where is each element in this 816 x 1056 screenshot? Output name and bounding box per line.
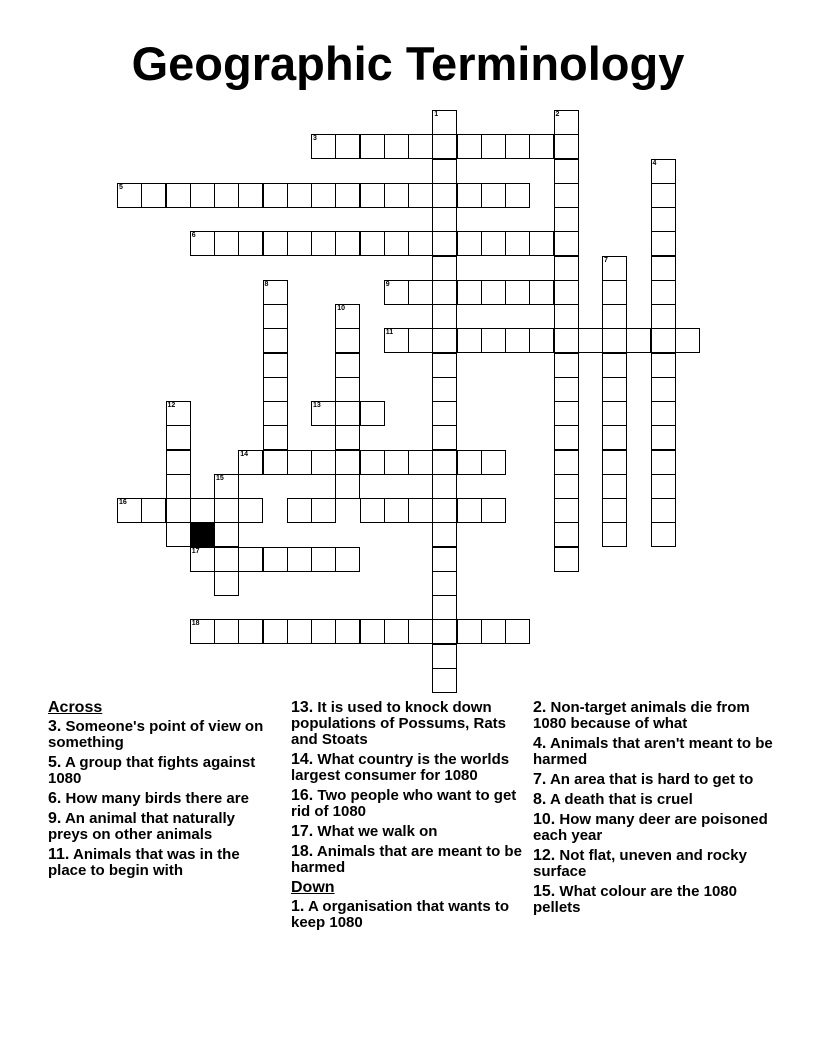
grid-cell[interactable]	[384, 498, 409, 523]
grid-cell[interactable]	[311, 183, 336, 208]
clue-text: Animals that are meant to be harmed	[291, 843, 522, 876]
cell-number: 1	[434, 111, 439, 118]
grid-cell[interactable]	[481, 231, 506, 256]
clue-across-9	[48, 811, 278, 843]
grid-cell[interactable]	[408, 231, 433, 256]
clue-text: Two people who want to get rid of 1080	[291, 787, 517, 820]
puzzle-title: Geographic Terminology	[131, 37, 685, 90]
grid-cell[interactable]	[311, 231, 336, 256]
grid-cell[interactable]	[311, 619, 336, 644]
grid-cell[interactable]	[602, 328, 627, 353]
grid-cell[interactable]	[335, 304, 360, 329]
clue-down-4	[533, 736, 773, 768]
grid-cell[interactable]	[238, 498, 263, 523]
grid-cell[interactable]	[554, 110, 579, 135]
cell-number: 12	[167, 402, 176, 409]
grid-cell[interactable]	[384, 134, 409, 159]
grid-cell[interactable]	[360, 231, 385, 256]
grid-cell[interactable]	[554, 159, 579, 184]
grid-cell[interactable]	[141, 498, 166, 523]
grid-cell[interactable]	[432, 425, 457, 450]
grid-cell[interactable]	[457, 231, 482, 256]
grid-cell[interactable]	[432, 377, 457, 402]
grid-cell[interactable]	[554, 353, 579, 378]
clue-text: What country is the worlds largest consumer for 1080	[291, 751, 510, 784]
grid-cell[interactable]	[311, 450, 336, 475]
grid-cell[interactable]	[602, 401, 627, 426]
clue-number: 2.	[533, 699, 547, 716]
grid-cell[interactable]	[602, 304, 627, 329]
grid-cell[interactable]	[263, 183, 288, 208]
grid-cell[interactable]	[287, 498, 312, 523]
grid-cell[interactable]	[238, 231, 263, 256]
grid-cell[interactable]	[602, 256, 627, 281]
grid-cell[interactable]	[263, 377, 288, 402]
grid-cell[interactable]	[360, 401, 385, 426]
grid-cell[interactable]	[554, 328, 579, 353]
grid-cell[interactable]	[311, 134, 336, 159]
clue-number: 16.	[291, 787, 314, 804]
grid-cell[interactable]	[651, 231, 676, 256]
grid-cell[interactable]	[214, 547, 239, 572]
grid-cell[interactable]	[457, 328, 482, 353]
grid-cell[interactable]	[408, 450, 433, 475]
grid-cell[interactable]	[166, 401, 191, 426]
grid-cell[interactable]	[190, 547, 215, 572]
clue-text: Someone's point of view on something	[48, 718, 264, 751]
grid-cell[interactable]	[408, 619, 433, 644]
grid-cell[interactable]	[651, 256, 676, 281]
grid-cell[interactable]	[384, 619, 409, 644]
grid-cell[interactable]	[602, 474, 627, 499]
grid-cell[interactable]	[238, 450, 263, 475]
clue-across-17	[291, 824, 527, 840]
clue-text: A group that fights against 1080	[48, 754, 256, 787]
grid-cell[interactable]	[190, 231, 215, 256]
grid-cell[interactable]	[214, 522, 239, 547]
grid-cell[interactable]	[166, 498, 191, 523]
grid-cell[interactable]	[166, 474, 191, 499]
grid-cell[interactable]	[190, 619, 215, 644]
grid-cell[interactable]	[457, 134, 482, 159]
grid-cell[interactable]	[505, 619, 530, 644]
grid-cell[interactable]	[335, 401, 360, 426]
grid-cell[interactable]	[554, 134, 579, 159]
grid-cell[interactable]	[335, 377, 360, 402]
grid-cell[interactable]	[602, 425, 627, 450]
grid-cell[interactable]	[384, 450, 409, 475]
grid-cell[interactable]	[554, 304, 579, 329]
grid-cell[interactable]	[602, 353, 627, 378]
grid-cell[interactable]	[166, 183, 191, 208]
grid-cell[interactable]	[578, 328, 603, 353]
grid-cell[interactable]	[529, 280, 554, 305]
grid-cell[interactable]	[166, 522, 191, 547]
grid-cell[interactable]	[505, 280, 530, 305]
cell-number: 18	[191, 620, 200, 628]
grid-cell[interactable]	[602, 450, 627, 475]
clue-across-3	[48, 719, 278, 751]
cell-number: 7	[604, 256, 608, 264]
clue-across-18	[291, 844, 527, 876]
grid-cell[interactable]	[602, 522, 627, 547]
grid-cell[interactable]	[529, 134, 554, 159]
grid-cell[interactable]	[311, 498, 336, 523]
grid-cell[interactable]	[432, 353, 457, 378]
clue-text: An area that is hard to get to	[549, 771, 754, 788]
clue-across-13	[291, 700, 527, 748]
grid-cell[interactable]	[602, 377, 627, 402]
clue-number: 18.	[291, 843, 314, 860]
grid-cell[interactable]	[554, 425, 579, 450]
grid-cell[interactable]	[432, 474, 457, 499]
cell-number: 14	[240, 450, 249, 458]
grid-cell[interactable]	[432, 280, 457, 305]
clue-across-5	[48, 755, 278, 787]
grid-cell[interactable]	[311, 547, 336, 572]
grid-cell[interactable]	[432, 110, 457, 135]
grid-cell[interactable]	[457, 450, 482, 475]
grid-cell[interactable]	[408, 183, 433, 208]
grid-cell[interactable]	[554, 522, 579, 547]
clues-column-1	[48, 700, 278, 883]
grid-cell[interactable]	[432, 159, 457, 184]
grid-cell[interactable]	[263, 619, 288, 644]
cell-number: 17	[191, 547, 200, 555]
grid-cell[interactable]	[384, 183, 409, 208]
grid-cell[interactable]	[263, 547, 288, 572]
grid-cell[interactable]	[214, 231, 239, 256]
grid-cell[interactable]	[432, 256, 457, 281]
clue-text: Animals that aren't meant to be harmed	[533, 735, 773, 768]
grid-cell[interactable]	[432, 231, 457, 256]
grid-cell[interactable]	[481, 134, 506, 159]
grid-cell[interactable]	[602, 498, 627, 523]
grid-cell[interactable]	[529, 231, 554, 256]
clues-column-3	[533, 700, 773, 920]
down-header: Down	[291, 879, 335, 896]
cell-number: 15	[216, 474, 224, 482]
grid-cell[interactable]	[432, 134, 457, 159]
grid-cell[interactable]	[166, 425, 191, 450]
clue-text: How many birds there are	[65, 790, 249, 807]
grid-cell[interactable]	[432, 498, 457, 523]
clue-text: A organisation that wants to keep 1080	[291, 898, 510, 931]
grid-cell[interactable]	[651, 498, 676, 523]
grid-cell[interactable]	[360, 450, 385, 475]
grid-cell[interactable]	[263, 328, 288, 353]
clue-across-11	[48, 847, 278, 879]
clue-text: What colour are the 1080 pellets	[533, 883, 737, 916]
grid-cell[interactable]	[335, 450, 360, 475]
cell-number: 13	[313, 402, 321, 409]
grid-cell[interactable]	[335, 231, 360, 256]
grid-cell[interactable]	[335, 474, 360, 499]
clue-number: 15.	[533, 883, 556, 900]
grid-cell[interactable]	[287, 183, 312, 208]
clue-down-12	[533, 848, 773, 880]
grid-cell[interactable]	[554, 256, 579, 281]
clue-down-7	[533, 772, 773, 788]
clue-down-8	[533, 792, 773, 808]
grid-cell[interactable]	[238, 619, 263, 644]
clue-text: It is used to knock down populations of Possums, Rats and Stoats	[291, 699, 507, 748]
grid-cell[interactable]	[335, 353, 360, 378]
grid-cell[interactable]	[651, 183, 676, 208]
grid-cell[interactable]	[651, 425, 676, 450]
grid-cell[interactable]	[408, 134, 433, 159]
grid-cell[interactable]	[263, 450, 288, 475]
clue-number: 3.	[48, 718, 62, 735]
grid-cell[interactable]	[651, 207, 676, 232]
grid-cell[interactable]	[287, 450, 312, 475]
grid-cell[interactable]	[408, 498, 433, 523]
grid-cell[interactable]	[263, 280, 288, 305]
grid-cell[interactable]	[651, 474, 676, 499]
grid-cell[interactable]	[214, 474, 239, 499]
clue-text: Animals that was in the place to begin with	[48, 846, 240, 879]
grid-cell[interactable]	[651, 353, 676, 378]
grid-cell[interactable]	[432, 183, 457, 208]
grid-cell[interactable]	[505, 328, 530, 353]
grid-cell[interactable]	[190, 183, 215, 208]
grid-cell[interactable]	[432, 401, 457, 426]
grid-cell[interactable]	[457, 498, 482, 523]
grid-cell[interactable]	[263, 231, 288, 256]
grid-cell[interactable]	[481, 498, 506, 523]
grid-cell[interactable]	[117, 183, 142, 208]
grid-cell[interactable]	[554, 377, 579, 402]
cell-number: 16	[119, 499, 127, 506]
grid-cell[interactable]	[432, 644, 457, 669]
clue-number: 10.	[533, 811, 556, 828]
grid-cell[interactable]	[651, 377, 676, 402]
grid-cell[interactable]	[360, 619, 385, 644]
grid-cell[interactable]	[505, 183, 530, 208]
grid-cell[interactable]	[190, 498, 215, 523]
grid-cell[interactable]	[335, 619, 360, 644]
clue-number: 1.	[291, 898, 305, 915]
clue-number: 8.	[533, 791, 547, 808]
clue-text: How many deer are poisoned each year	[533, 811, 768, 844]
cell-number: 9	[385, 280, 390, 288]
grid-cell[interactable]	[554, 474, 579, 499]
grid-cell[interactable]	[432, 450, 457, 475]
grid-cell[interactable]	[457, 280, 482, 305]
clue-text: A death that is cruel	[549, 791, 693, 808]
cell-number: 6	[191, 232, 196, 240]
clue-across-14	[291, 752, 527, 784]
grid-cell[interactable]	[602, 280, 627, 305]
grid-cell[interactable]	[505, 134, 530, 159]
clue-number: 6.	[48, 790, 62, 807]
grid-cell[interactable]	[287, 231, 312, 256]
grid-cell[interactable]	[408, 280, 433, 305]
grid-cell[interactable]	[651, 401, 676, 426]
grid-cell[interactable]	[626, 328, 651, 353]
grid-cell[interactable]	[432, 547, 457, 572]
black-square	[190, 522, 215, 547]
clue-text: Non-target animals die from 1080 because of what	[533, 699, 750, 732]
grid-cell[interactable]	[408, 328, 433, 353]
clue-down-10	[533, 812, 773, 844]
grid-cell[interactable]	[432, 595, 457, 620]
grid-cell[interactable]	[481, 619, 506, 644]
clue-number: 12.	[533, 847, 556, 864]
clue-down-15	[533, 884, 773, 916]
clue-number: 14.	[291, 751, 314, 768]
grid-cell[interactable]	[651, 522, 676, 547]
grid-cell[interactable]	[335, 183, 360, 208]
grid-cell[interactable]	[263, 425, 288, 450]
grid-cell[interactable]	[554, 207, 579, 232]
grid-cell[interactable]	[384, 231, 409, 256]
grid-cell[interactable]	[287, 619, 312, 644]
grid-cell[interactable]	[263, 401, 288, 426]
grid-cell[interactable]	[529, 328, 554, 353]
clue-down-2	[533, 700, 773, 732]
grid-cell[interactable]	[432, 668, 457, 693]
clue-number: 13.	[291, 699, 314, 716]
clue-across-16	[291, 788, 527, 820]
grid-cell[interactable]	[481, 183, 506, 208]
cell-number: 5	[119, 183, 123, 191]
crossword-grid	[117, 110, 699, 692]
clue-across-6	[48, 791, 278, 807]
cell-number: 3	[313, 135, 317, 143]
clue-number: 17.	[291, 823, 314, 840]
grid-cell[interactable]	[238, 183, 263, 208]
grid-cell[interactable]	[360, 498, 385, 523]
grid-cell[interactable]	[432, 522, 457, 547]
grid-cell[interactable]	[311, 401, 336, 426]
grid-cell[interactable]	[651, 159, 676, 184]
grid-cell[interactable]	[335, 425, 360, 450]
grid-cell[interactable]	[457, 183, 482, 208]
grid-cell[interactable]	[432, 571, 457, 596]
grid-cell[interactable]	[432, 304, 457, 329]
clue-number: 9.	[48, 810, 62, 827]
grid-cell[interactable]	[384, 328, 409, 353]
grid-cell[interactable]	[141, 183, 166, 208]
grid-cell[interactable]	[554, 498, 579, 523]
clue-number: 11.	[48, 846, 70, 863]
grid-cell[interactable]	[651, 304, 676, 329]
grid-cell[interactable]	[554, 280, 579, 305]
grid-cell[interactable]	[675, 328, 700, 353]
cell-number: 11	[385, 329, 394, 337]
grid-cell[interactable]	[214, 183, 239, 208]
grid-cell[interactable]	[432, 207, 457, 232]
grid-cell[interactable]	[554, 231, 579, 256]
grid-cell[interactable]	[481, 328, 506, 353]
grid-cell[interactable]	[432, 328, 457, 353]
grid-cell[interactable]	[214, 619, 239, 644]
clue-down-1	[291, 899, 527, 931]
clues-column-2	[291, 700, 527, 935]
clue-number: 4.	[533, 735, 547, 752]
clue-number: 5.	[48, 754, 62, 771]
grid-cell[interactable]	[238, 547, 263, 572]
grid-cell[interactable]	[360, 183, 385, 208]
cell-number: 10	[337, 305, 346, 312]
grid-cell[interactable]	[505, 231, 530, 256]
cell-number: 4	[652, 159, 657, 167]
grid-cell[interactable]	[554, 183, 579, 208]
grid-cell[interactable]	[554, 547, 579, 572]
grid-cell[interactable]	[554, 450, 579, 475]
grid-cell[interactable]	[335, 134, 360, 159]
grid-cell[interactable]	[384, 280, 409, 305]
grid-cell[interactable]	[481, 280, 506, 305]
clue-text: What we walk on	[317, 823, 438, 840]
grid-cell[interactable]	[457, 619, 482, 644]
cell-number: 8	[264, 280, 269, 288]
grid-cell[interactable]	[554, 401, 579, 426]
across-header: Across	[48, 699, 103, 716]
grid-cell[interactable]	[651, 328, 676, 353]
grid-cell[interactable]	[335, 547, 360, 572]
grid-cell[interactable]	[214, 571, 239, 596]
grid-cell[interactable]	[360, 134, 385, 159]
grid-cell[interactable]	[432, 619, 457, 644]
clue-text: An animal that naturally preys on other animals	[48, 810, 236, 843]
grid-cell[interactable]	[117, 498, 142, 523]
cell-number: 2	[555, 111, 560, 118]
grid-cell[interactable]	[214, 498, 239, 523]
grid-cell[interactable]	[287, 547, 312, 572]
clue-number: 7.	[533, 771, 547, 788]
grid-cell[interactable]	[651, 280, 676, 305]
grid-cell[interactable]	[651, 450, 676, 475]
clue-text: Not flat, uneven and rocky surface	[533, 847, 747, 880]
grid-cell[interactable]	[335, 328, 360, 353]
grid-cell[interactable]	[263, 304, 288, 329]
grid-cell[interactable]	[166, 450, 191, 475]
grid-cell[interactable]	[481, 450, 506, 475]
grid-cell[interactable]	[263, 353, 288, 378]
